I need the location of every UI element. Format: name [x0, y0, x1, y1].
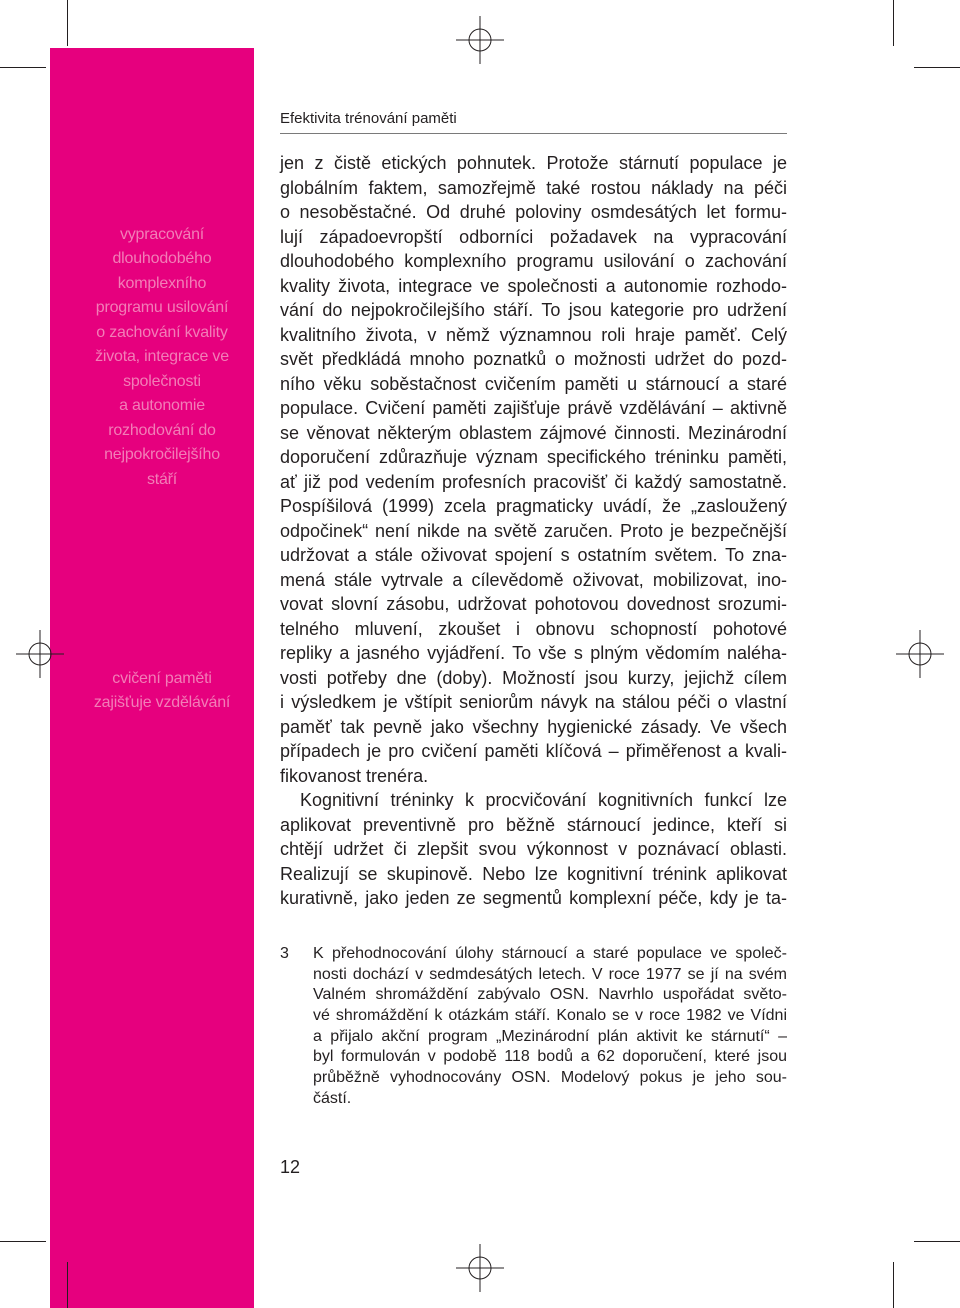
footnote-line: částí.: [313, 1089, 352, 1107]
margin-note-line: zajišťuje vzdělávání: [93, 694, 231, 711]
registration-mark-bottom-icon: [456, 1244, 504, 1292]
footnote-line: nosti dochází v sedmdesátých letech. V roce 1977 se jí na svém: [313, 965, 787, 983]
footnote-line: K přehodnocování úlohy stárnoucí a staré populace ve společ-: [313, 945, 787, 962]
footnote-line: vé shromáždění k otázkám stáří. Konalo se v roce 1982 ve Vídni: [313, 1007, 787, 1025]
text-line: aplikovat preventivně pro běžně stárnoucí jedince, kteří si: [280, 814, 787, 835]
margin-note-line: dlouhodobého: [112, 250, 212, 267]
text-line: vání do nejpokročilejšího stáří. To jsou kategorie pro udržení: [280, 300, 787, 320]
crop-mark-top-left: [0, 0, 68, 68]
margin-note-line: programu usilování: [95, 299, 229, 316]
text-line: dlouhodobého komplexního programu usilování o zachování: [280, 251, 787, 271]
text-line: udržovat a stále oživovat spojení s ostatním světem. To zna-: [280, 545, 787, 565]
text-line: se věnovat některým oblastem zájmové činnosti. Mezinárodní: [280, 422, 787, 443]
footnote-number: 3: [280, 945, 289, 962]
footnote-line: a přijalo akční program „Mezinárodní plán aktivit ke stárnutí“ –: [313, 1027, 787, 1045]
margin-note-line: o zachování kvality: [96, 323, 228, 341]
text-line: Pospíšilová (1999) zcela pragmaticky uvádí, že „zasloužený: [280, 496, 787, 516]
text-line: telného mluvení, zkoušet i obnovu schopností pohotové: [280, 618, 787, 639]
text-line: kurativně, jako jeden ze segmentů komplexní péče, kdy je ta-: [280, 888, 787, 908]
text-line: kvality života, integrace ve společnosti a autonomie rozhodo-: [280, 275, 787, 296]
text-line: fikovanost trenéra.: [280, 765, 429, 786]
margin-note-line: stáří: [146, 470, 178, 488]
margin-note-line: a autonomie: [119, 397, 205, 414]
text-line: mená stále vytrvale a cílevědomě oživovat, mobilizovat, ino-: [280, 569, 787, 590]
crop-mark-bottom-left: [0, 1242, 68, 1308]
text-line: jen z čistě etických pohnutek. Protože stárnutí populace je: [280, 153, 787, 173]
margin-note-line: cvičení paměti: [112, 669, 212, 687]
text-line: vovat slovní zásobu, udržovat pohotovou dovednost srozumi-: [280, 594, 787, 614]
running-header: Efektivita trénování paměti: [280, 110, 457, 127]
text-line: o nesoběstačné. Od druhé poloviny osmdesátých let formu-: [280, 202, 787, 222]
margin-note-line: vypracování: [119, 225, 205, 243]
footnote-line: Valném shromáždění zabývalo OSN. Navrhlo uspořádat světo-: [313, 986, 787, 1004]
page-number: 12: [280, 1157, 301, 1177]
text-line: ního věku soběstačnost cvičením paměti u stárnoucí a staré: [280, 373, 787, 394]
text-line: repliky a jasného vyjádření. To vše s plným vědomím naléha-: [280, 643, 787, 663]
margin-note-line: nejpokročilejšího: [104, 446, 220, 463]
text-line: případech je pro cvičení paměti klíčová – přiměřenost a kvali-: [280, 741, 787, 761]
crop-mark-top-right: [894, 0, 960, 68]
text-line: lují západoevropští odborníci požadavek na vypracování: [280, 226, 787, 247]
registration-mark-top-icon: [456, 16, 504, 64]
registration-mark-right-icon: [896, 630, 944, 678]
text-line: kvalitního života, v němž významnou roli hraje paměť. Celý: [280, 324, 787, 345]
text-line: paměť tak pevně jako všechny hygienické zásady. Ve všech: [280, 716, 787, 737]
crop-mark-bottom-right: [894, 1242, 960, 1308]
text-line: vosti potřeby dne (doby). Možností jsou kurzy, jejichž cílem: [280, 667, 787, 688]
text-line: Kognitivní tréninky k procvičování kognitivních funkcí lze: [300, 790, 787, 810]
footnote-line: byl formulován v podobě 118 bodů a 62 doporučení, které jsou: [313, 1048, 787, 1066]
text-line: chtějí udržet či zlepšit svou výkonnost v poznávací oblasti.: [280, 839, 787, 859]
footnote-line: průběžně vyhodnocovány OSN. Modelový pokus je jeho sou-: [313, 1069, 787, 1087]
margin-note-line: společnosti: [123, 372, 201, 390]
text-line: doporučení zdůrazňuje význam specifického tréninku paměti,: [280, 447, 787, 467]
margin-note-line: rozhodování do: [108, 421, 216, 439]
registration-mark-left-icon: [16, 630, 64, 678]
text-line: Realizují se skupinově. Nebo lze kognitivní trénink aplikovat: [280, 863, 787, 884]
text-line: odpočinek“ není nikde na světě zaručen. Proto je bezpečnější: [280, 520, 787, 541]
text-line: globálním faktem, samozřejmě také rostou náklady na péči: [280, 177, 787, 198]
text-line: populace. Cvičení paměti zajišťuje právě vzdělávání – aktivně: [280, 398, 787, 418]
margin-note-line: života, integrace ve: [95, 348, 229, 365]
text-line: i výsledkem je vštípit seniorům návyk na stálou péči o vlastní: [280, 692, 787, 712]
margin-note-line: komplexního: [117, 274, 207, 292]
text-line: svět předkládá mnoho poznatků o možnosti udržet do pozd-: [280, 349, 787, 369]
text-line: ať již pod vedením profesních pracovišť či každý samostatně.: [280, 471, 787, 492]
